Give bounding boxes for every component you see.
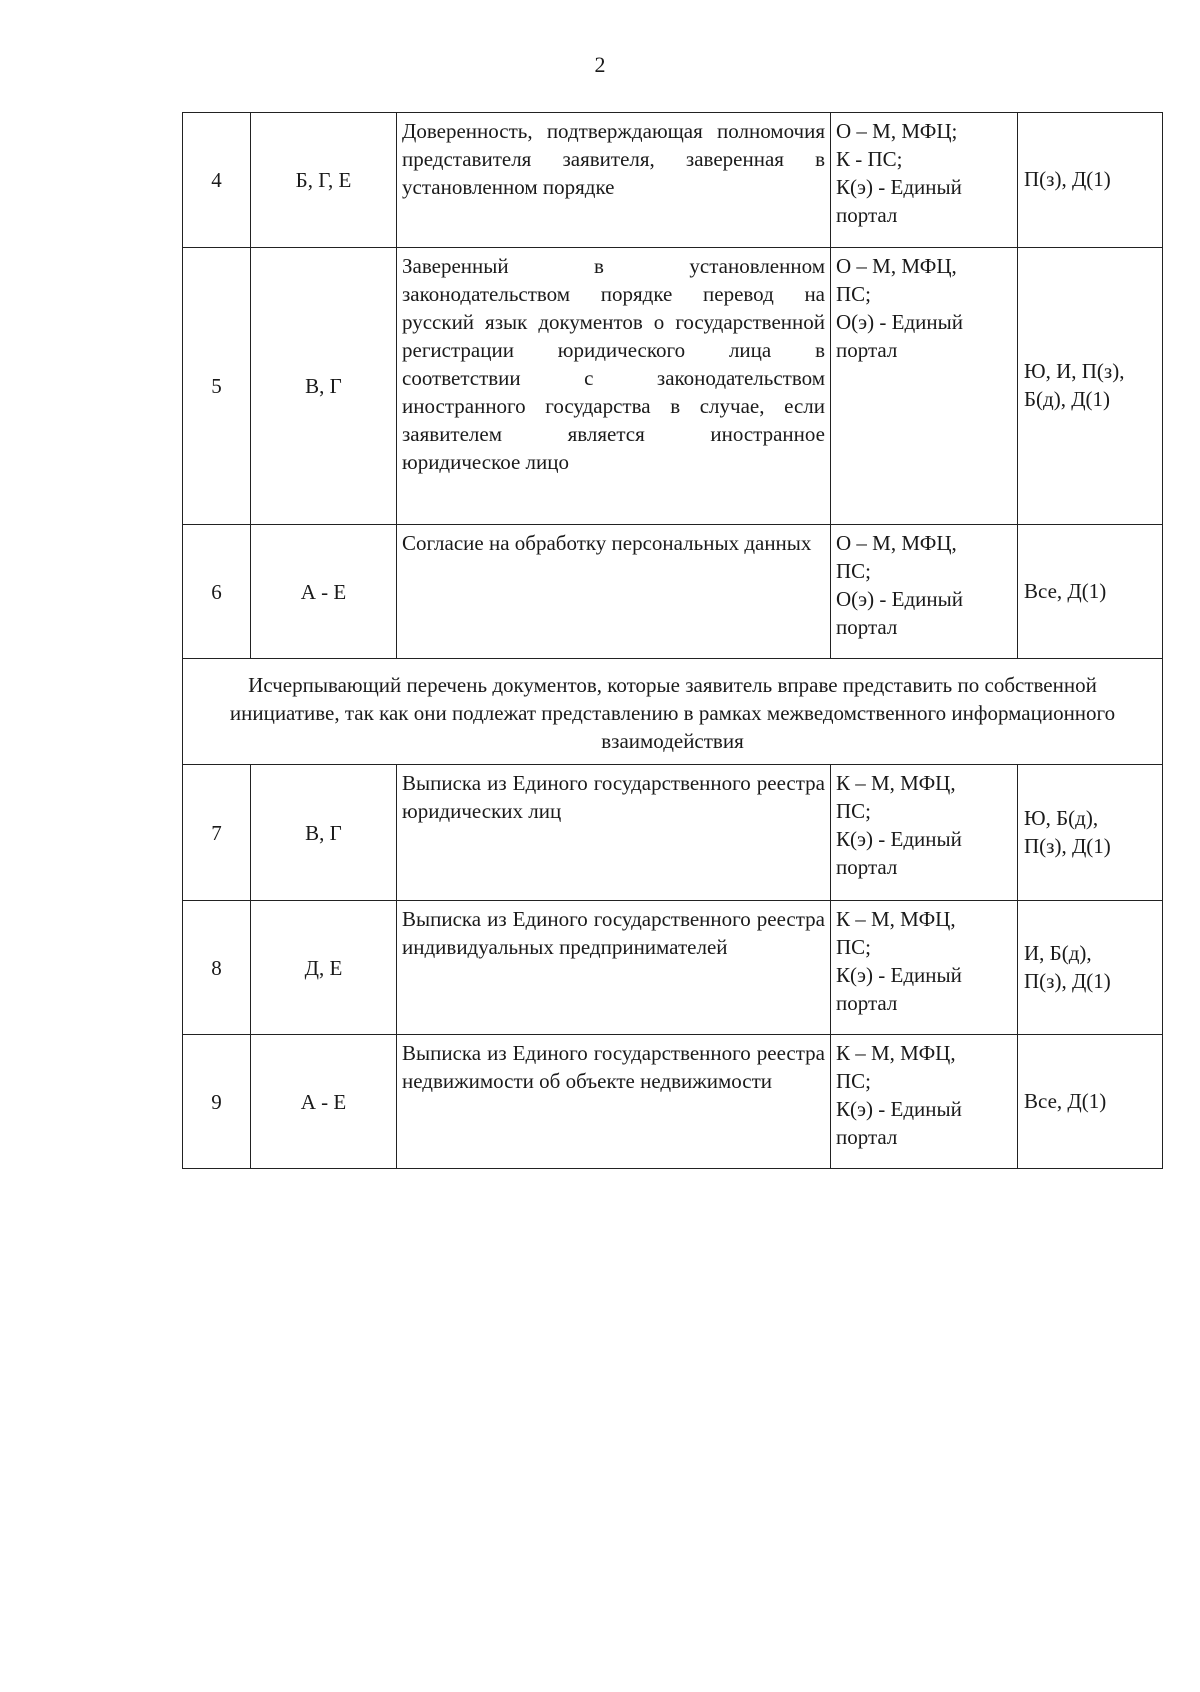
document-codes (1018, 248, 1163, 525)
submission-form (831, 525, 1018, 659)
submission-form-line: К – М, МФЦ, (836, 907, 956, 931)
document-codes-line: П(з), Д(1) (1024, 167, 1111, 191)
submission-form-line: ПС; (836, 935, 872, 959)
document-codes-line: Все, Д(1) (1024, 1088, 1107, 1113)
table-row (183, 113, 1163, 248)
row-number: 9 (183, 1035, 251, 1169)
submission-form-line: портал (836, 855, 898, 879)
section-header-row (183, 659, 1163, 765)
document-codes-line: Б(д), Д(1) (1024, 387, 1111, 411)
table-row (183, 525, 1163, 659)
document-codes-line: П(з), Д(1) (1024, 833, 1111, 858)
submission-form-line: портал (836, 615, 898, 639)
section-header: Исчерпывающий перечень документов, которые заявитель вправе представить по собственной инициативе, так как они подлежат представлению в рамках межведомственного информационного взаимодействия (183, 659, 1163, 765)
page-number: 2 (594, 52, 606, 77)
submission-form (831, 113, 1018, 248)
document-description: Выписка из Единого государственного реестра индивидуальных предпринимателей (397, 901, 831, 1035)
row-number: 5 (183, 248, 251, 525)
document-description: Выписка из Единого государственного реестра недвижимости об объекте недвижимости (397, 1035, 831, 1169)
document-description: Выписка из Единого государственного реестра юридических лиц (397, 765, 831, 901)
submission-form-line: О – М, МФЦ; (836, 119, 958, 143)
document-codes (1018, 525, 1163, 659)
applicant-categories: В, Г (251, 248, 397, 525)
document-codes (1018, 765, 1163, 901)
submission-form-line: О(э) - Единый (836, 310, 963, 334)
submission-form-line: О(э) - Единый (836, 587, 963, 611)
submission-form-line: К – М, МФЦ, (836, 771, 956, 795)
document-codes-line: Ю, И, П(з), (1024, 359, 1125, 383)
submission-form-line: ПС; (836, 559, 872, 583)
submission-form-line: К – М, МФЦ, (836, 1041, 956, 1065)
document-description: Доверенность, подтверждающая полномочия представителя заявителя, заверенная в установленном порядке (397, 113, 831, 248)
document-description: Заверенный в установленном законодательством порядке перевод на русский язык документов о государственной регистрации юридического лица в соответствии с законодательством иностранного государства в случае, если заявителем является иностранное юридическое лицо (397, 248, 831, 525)
submission-form-line: К - ПС; (836, 147, 903, 171)
submission-form-line: К(э) - Единый (836, 1097, 962, 1121)
table-row (183, 901, 1163, 1035)
submission-form-line: портал (836, 991, 898, 1015)
applicant-categories: А - Е (251, 1035, 397, 1169)
submission-form (831, 248, 1018, 525)
table-row (183, 248, 1163, 525)
applicant-categories: В, Г (251, 765, 397, 901)
submission-form (831, 1035, 1018, 1169)
submission-form-line: К(э) - Единый (836, 175, 962, 199)
submission-form (831, 901, 1018, 1035)
submission-form-line: ПС; (836, 1069, 872, 1093)
submission-form-line: К(э) - Единый (836, 827, 962, 851)
document-codes-line: И, Б(д), (1024, 940, 1092, 965)
row-number: 7 (183, 765, 251, 901)
documents-table-body-required (183, 113, 1163, 659)
submission-form-line: К(э) - Единый (836, 963, 962, 987)
submission-form (831, 765, 1018, 901)
document-codes (1018, 113, 1163, 248)
applicant-categories: А - Е (251, 525, 397, 659)
document-codes-line: Ю, Б(д), (1024, 805, 1099, 830)
documents-table (182, 112, 1163, 1169)
submission-form-line: ПС; (836, 282, 872, 306)
document-codes-line: Все, Д(1) (1024, 578, 1107, 603)
applicant-categories: Д, Е (251, 901, 397, 1035)
submission-form-line: О – М, МФЦ, (836, 254, 957, 278)
row-number: 4 (183, 113, 251, 248)
document-codes-line: П(з), Д(1) (1024, 968, 1111, 993)
row-number: 8 (183, 901, 251, 1035)
documents-table-section (183, 659, 1163, 765)
submission-form-line: О – М, МФЦ, (836, 531, 957, 555)
submission-form-line: портал (836, 203, 898, 227)
table-row (183, 1035, 1163, 1169)
submission-form-line: портал (836, 1125, 898, 1149)
document-codes (1018, 1035, 1163, 1169)
table-row (183, 765, 1163, 901)
document-codes (1018, 901, 1163, 1035)
submission-form-line: портал (836, 338, 898, 362)
submission-form-line: ПС; (836, 799, 872, 823)
applicant-categories: Б, Г, Е (251, 113, 397, 248)
documents-table-body-interagency (183, 765, 1163, 1169)
document-description: Согласие на обработку персональных данных (397, 525, 831, 659)
row-number: 6 (183, 525, 251, 659)
